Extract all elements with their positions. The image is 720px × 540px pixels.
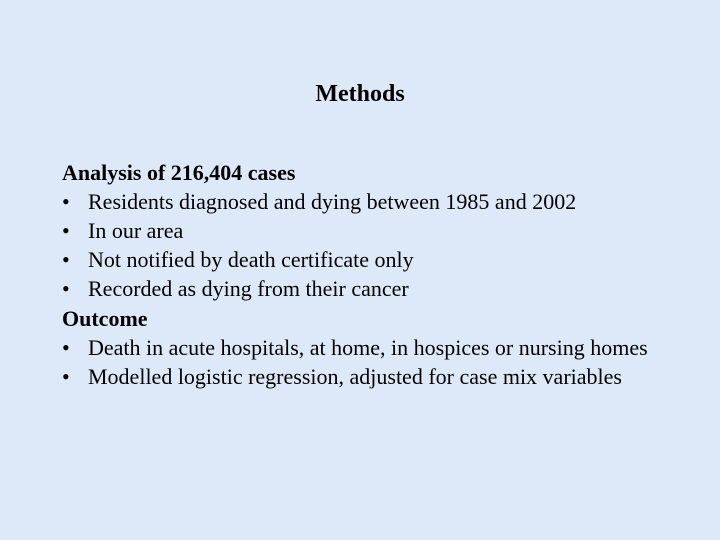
bullet-icon: • — [62, 364, 70, 389]
bullet-item — [62, 220, 682, 242]
bullet-icon: • — [62, 189, 70, 214]
bullet-text: Recorded as dying from their cancer — [88, 276, 409, 301]
bullet-item — [62, 249, 682, 271]
bullet-item — [62, 191, 682, 213]
section-heading-outcome: Outcome — [62, 306, 148, 331]
bullet-item — [62, 366, 682, 388]
section-heading-analysis: Analysis of 216,404 cases — [62, 160, 296, 185]
bullet-text: Not notified by death certificate only — [88, 247, 414, 272]
slide-body — [62, 158, 682, 388]
bullet-item — [62, 278, 682, 300]
bullet-icon: • — [62, 247, 70, 272]
bullet-icon: • — [62, 218, 70, 243]
bullet-text: Death in acute hospitals, at home, in hospices or nursing homes — [88, 335, 648, 360]
bullet-text: In our area — [88, 218, 184, 243]
bullet-text: Modelled logistic regression, adjusted for case mix variables — [88, 364, 622, 389]
bullet-item — [62, 337, 682, 359]
bullet-text: Residents diagnosed and dying between 1985 and 2002 — [88, 189, 577, 214]
slide-title: Methods — [315, 81, 405, 107]
bullet-icon: • — [62, 335, 70, 360]
bullet-icon: • — [62, 276, 70, 301]
